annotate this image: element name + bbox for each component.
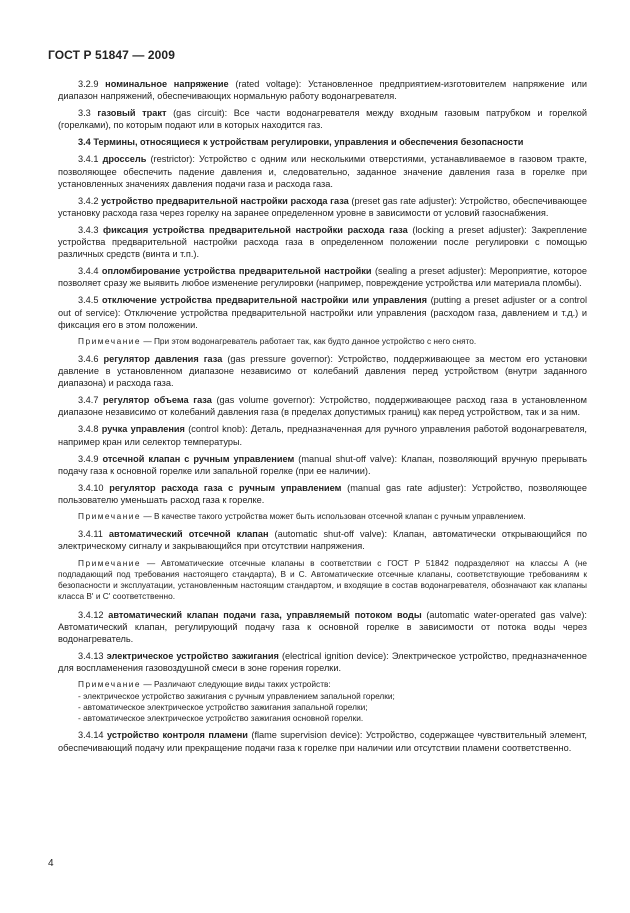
clause-term: отключение устройства предварительной настройки или управления [102, 295, 427, 306]
clause-number: 3.4.7 [78, 395, 99, 406]
clause-3-4-6 [58, 353, 587, 389]
clause-3-4-10 [58, 482, 587, 506]
clause-3-4-1 [58, 153, 587, 189]
document-body [58, 78, 587, 759]
clause-text: (automatic water-operated gas valve): Автоматический клапан, регулирующий подачу газа к основной горелке в зависимости от потока воды через водонагреватель. [58, 609, 587, 644]
clause-3-2-9 [58, 78, 587, 102]
clause-term: фиксация устройства предварительной настройки расхода газа [103, 224, 408, 235]
section-heading-3-4 [58, 136, 587, 148]
clause-term: ручка управления [101, 424, 185, 435]
note-1 [58, 336, 587, 347]
clause-3-4-11 [58, 528, 587, 552]
clause-3-4-4 [58, 265, 587, 289]
clause-term: номинальное напряжение [105, 79, 229, 89]
page-number: 4 [48, 858, 54, 869]
clause-text: (rated voltage): Установленное предприятием-изготовителем напряжение или диапазон напряжений, обеспечивающих нормальную работу водонагревателя. [58, 79, 587, 102]
clause-text: (sealing a preset adjuster): Мероприятие, которое позволяет сразу же выявить любое изменение регулировки (например, повреждение устройства или материала пломбы). [58, 266, 587, 289]
clause-term: отсечной клапан с ручным управлением [102, 453, 295, 464]
clause-number: 3.4.4 [78, 266, 99, 277]
clause-3-4-12 [58, 609, 587, 645]
clause-number: 3.4.11 [78, 529, 103, 540]
clause-3-4-8 [58, 423, 587, 447]
clause-number: 3.4.10 [78, 482, 104, 493]
clause-text: (electrical ignition device): Электрическое устройство, предназначенное для воспламенения газовоздушной смеси в зоне горения горелки. [58, 650, 587, 674]
note-4 [58, 679, 587, 690]
clause-text: (gas pressure governor): Устройство, поддерживающее за местом его установки давление в установленном диапазоне независимо от колебаний давления перед устройством (внутри заданного диапазона) и расхода газа. [58, 353, 587, 389]
clause-3-4-2 [58, 195, 587, 219]
clause-number: 3.4.3 [78, 224, 99, 235]
clause-number: 3.4.8 [78, 424, 99, 435]
list-item: - автоматическое электрическое устройство зажигания основной горелки. [78, 713, 364, 724]
clause-text: (gas circuit): Все части водонагревателя между входным газовым патрубком и горелкой (горелками), по которым подают или в которых находится газ. [58, 108, 587, 131]
list-item: - электрическое устройство зажигания с ручным управлением запальной горелки; [78, 691, 395, 702]
section-number: 3.4 [78, 137, 91, 148]
clause-term: автоматический отсечной клапан [108, 529, 269, 540]
clause-text: (gas volume governor): Устройство, поддерживающее расход газа в установленном диапазоне независимо от колебаний давления газа (в пределах допустимых границ) как перед устройством, так и за ним. [58, 395, 587, 418]
clause-term: электрическое устройство зажигания [106, 650, 279, 661]
clause-text: (control knob): Деталь, предназначенная для ручного управления работой водонагревателя, например кран или селектор температуры. [58, 424, 587, 447]
clause-number: 3.4.1 [78, 154, 99, 165]
clause-term: устройство контроля пламени [107, 730, 248, 741]
document-header: ГОСТ Р 51847 — 2009 [48, 48, 175, 62]
clause-number: 3.4.13 [78, 650, 104, 661]
clause-3-4-13 [58, 650, 587, 674]
section-title: Термины, относящиеся к устройствам регулировки, управления и обеспечения безопасности [93, 137, 524, 148]
clause-term: опломбирование устройства предварительной настройки [101, 266, 372, 277]
clause-3-4-5 [58, 294, 587, 330]
clause-number: 3.2.9 [78, 79, 99, 89]
clause-text: (manual shut-off valve): Клапан, позволяющий вручную прерывать подачу газа к основной горелке или запальной горелке (при ее наличии). [58, 453, 587, 476]
clause-text: (manual gas rate adjuster): Устройство, позволяющее пользователю уменьшать расход газа к горелке. [58, 482, 587, 505]
clause-term: дроссель [102, 154, 147, 165]
note-label: Примечание [78, 335, 142, 346]
clause-text: (locking a preset adjuster): Закрепление устройства предварительной настройки расхода газа в определенном положении после регулировки с помощью различных средств (винта и т.п.). [58, 224, 587, 260]
clause-term: устройство предварительной настройки расхода газа [101, 195, 349, 206]
clause-number: 3.4.14 [78, 730, 104, 741]
clause-text: (preset gas rate adjuster): Устройство, обеспечивающее установку расхода газа через горелку на заранее определенном уровне в зависимости от условий газоснабжения. [58, 195, 587, 218]
note-4-list [58, 691, 587, 724]
clause-term: газовый тракт [97, 108, 167, 119]
clause-term: автоматический клапан подачи газа, управляемый потоком воды [108, 609, 422, 620]
clause-3-4-7 [58, 394, 587, 418]
clause-number: 3.4.6 [78, 353, 99, 364]
note-label: Примечание [78, 679, 142, 690]
clause-number: 3.4.2 [78, 195, 99, 206]
clause-term: регулятор объема газа [103, 395, 212, 406]
clause-3-4-14 [58, 729, 587, 753]
clause-term: регулятор давления газа [103, 353, 223, 364]
note-text: — Автоматические отсечные клапаны в соответствии с ГОСТ Р 51842 подразделяют на классы А (не подпадающий под требования настоящего стандарта), В и С. Автоматические отсечные клапаны, соответствующие требованиям к безопасности и эксплуатации, установленным настоящим стандартом, и входящие в состав водонагревателя, обозначают как клапаны класса В' и С' соответственно. [58, 557, 587, 602]
clause-3-4-3 [58, 224, 587, 260]
clause-number: 3.4.12 [78, 609, 104, 620]
note-text: — В качестве такого устройства может быть использован отсечной клапан с ручным управлением. [141, 511, 526, 522]
clause-text: (automatic shut-off valve): Клапан, автоматически открывающийся по электрическому сигналу и закрывающийся при отсутствии напряжения. [58, 529, 587, 552]
note-text: — Различают следующие виды таких устройств: [141, 679, 331, 690]
note-label: Примечание [78, 557, 142, 568]
note-text: — При этом водонагреватель работает так, как будто данное устройство с него снято. [141, 335, 477, 346]
clause-text: (putting a preset adjuster or a control out of service): Отключение устройства предварительной настройки или управления (расходом газа, давлением и т.д.) и фиксация его в этом положении. [58, 295, 587, 330]
note-3 [58, 558, 587, 603]
clause-text: (restrictor): Устройство с одним или несколькими отверстиями, устанавливаемое в газовом тракте, позволяющее обеспечить падение давления и, следовательно, заданное значение давления газа в горелке при установленных значениях давления подачи газа и расхода газа. [58, 154, 587, 189]
list-item: - автоматическое электрическое устройство зажигания запальной горелки; [78, 702, 368, 713]
clause-text: (flame supervision device): Устройство, содержащее чувствительный элемент, обеспечивающий подачу или прекращение подачи газа к горелке при наличии или отсутствии пламени соответственно. [58, 730, 587, 753]
clause-number: 3.4.5 [78, 295, 99, 306]
note-2 [58, 511, 587, 522]
note-label: Примечание [78, 511, 142, 522]
clause-3-3 [58, 107, 587, 131]
clause-number: 3.3 [78, 108, 91, 119]
clause-3-4-9 [58, 453, 587, 477]
clause-term: регулятор расхода газа с ручным управлением [109, 482, 342, 493]
clause-number: 3.4.9 [78, 453, 99, 464]
